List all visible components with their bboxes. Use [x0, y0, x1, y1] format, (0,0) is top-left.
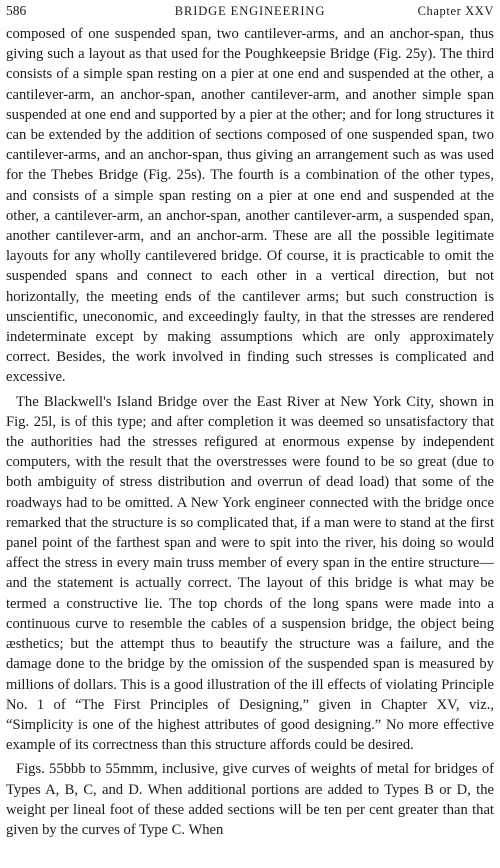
running-head [6, 2, 494, 20]
chapter-label: Chapter XXV [417, 4, 494, 18]
page-number: 586 [6, 3, 27, 18]
book-title: BRIDGE ENGINEERING [174, 4, 326, 18]
paragraph-blackwells-island-bridge: The Blackwell's Island Bridge over the East River at New York City, shown in Fig. 25l, is of this type; and after completion it was deemed so unsatisfactory that the authorities had the stresses refigured at enormous expense by independent computers, with the result that the overstresses were found to be so great (due to both ambiguity of stress distribution and overrun of dead load) that some of the roadways had to be omitted. A New York engineer connected with the bridge once remarked that the structure is so complicated that, if a man were to stand at the first panel point of the farthest span and were to spit into the river, his doing so would affect the stress in every main truss member of every span in the entire structure—and the statement is actually correct. The layout of this bridge is what may be termed a constructive lie. The top chords of the long spans were made into a continuous curve to resemble the cables of a suspension bridge, the object being æsthetics; but the attempt thus to beautify the structure was a failure, and the damage done to the bridge by the omission of the suspended span is measured by millions of dollars. This is a good illustration of the ill effects of violating Principle No. 1 of “The First Principles of Designing,” given in Chapter XV, viz., “Simplicity is one of the highest attributes of good designing.” No more effective example of its correctness than this structure affords could be desired. [6, 393, 494, 754]
paragraph-weight-curves: Figs. 55bbb to 55mmm, inclusive, give curves of weights of metal for bridges of Types A, B, C, and D. When additional portions are added to Types B or D, the weight per lineal foot of these added sections will be ten per cent greater than that given by the curves of Type C. When [6, 761, 494, 838]
paragraph-cantilever-layouts: composed of one suspended span, two cantilever-arms, and an anchor-span, thus giving such a layout as that used for the Poughkeepsie Bridge (Fig. 25y). The third consists of a simple span resting on a pier at one end and suspended at the other, a cantilever-arm, an anchor-span, another cantilever-arm, and another simple span suspended at one end and supported by a pier at the other; and for long structures it can be extended by the addition of sections composed of one suspended span, two cantilever-arms, and an anchor-span, thus giving an arrangement such as was used for the Thebes Bridge (Fig. 25s). The fourth is a combination of the other types, and consists of a simple span resting on a pier at one end and suspended at the other, a cantilever-arm, an anchor-span, another cantilever-arm, a suspended span, another cantilever-arm, and an anchor-arm. These are all the possible legitimate layouts for any wholly cantilevered bridge. Of course, it is practicable to omit the suspended spans and connect to each other in a vertical direction, but not horizontally, the meeting ends of the cantilever arms; but such construction is unscientific, uneconomic, and exceedingly faulty, in that the stresses are rendered indeterminate except by making assumptions which are only approximately correct. Besides, the work involved in finding such stresses is complicated and excessive. [6, 26, 494, 386]
body-text [6, 24, 494, 840]
